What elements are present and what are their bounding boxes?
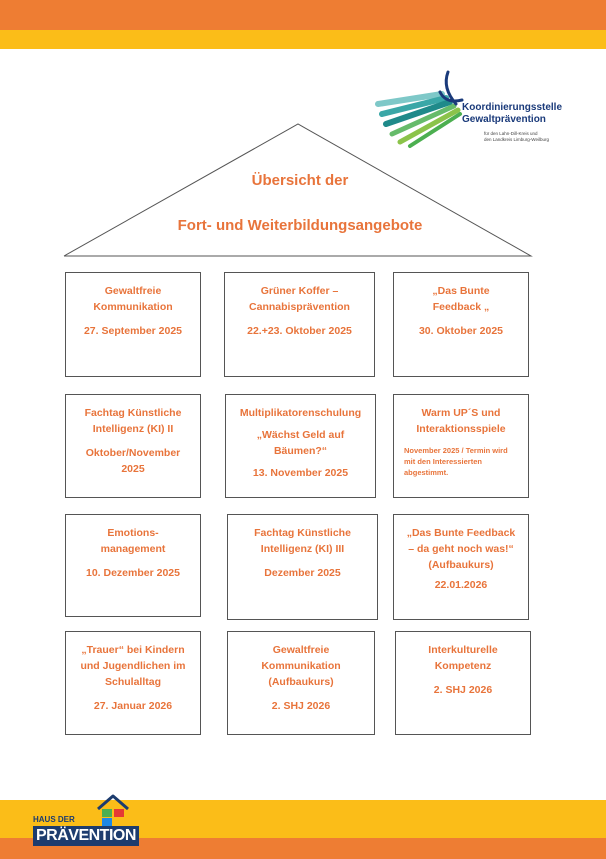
course-date: 22.01.2026 — [434, 579, 488, 591]
course-title: „Das Bunte Feedback – da geht noch was!“ (Aufbaukurs) — [406, 527, 516, 571]
course-box[interactable] — [227, 514, 378, 620]
course-box[interactable] — [65, 394, 201, 498]
course-date: 22.+23. Oktober 2025 — [247, 325, 352, 337]
course-title: Emotions-management — [100, 527, 166, 555]
logo-bottom-top-text: HAUS DER — [33, 815, 75, 824]
course-title: Fachtag Künstliche Intelligenz (KI) III — [254, 527, 351, 555]
haus-der-praevention-logo — [31, 793, 136, 851]
course-box[interactable] — [65, 514, 201, 617]
course-date: 30. Oktober 2025 — [418, 325, 504, 337]
logo-subtitle-line2: den Landkreis Limburg-Weilburg — [484, 137, 549, 142]
page-title-line2: Fort- und Weiterbildungsangebote — [177, 217, 423, 234]
course-box[interactable] — [225, 394, 376, 498]
course-box[interactable] — [65, 272, 201, 377]
course-box[interactable] — [393, 272, 529, 377]
course-title: Fachtag Künstliche Intelligenz (KI) II — [84, 407, 182, 435]
course-date: 10. Dezember 2025 — [86, 567, 180, 579]
course-box[interactable] — [227, 631, 375, 735]
course-box[interactable] — [65, 631, 201, 735]
course-date: 27. September 2025 — [83, 325, 183, 337]
course-date: 27. Januar 2026 — [93, 700, 173, 712]
course-box[interactable] — [393, 394, 529, 498]
course-date: 2. SHJ 2026 — [271, 700, 331, 712]
logo-bottom-main-text: PRÄVENTION — [33, 826, 139, 846]
course-title: Grüner Koffer – Cannabisprävention — [249, 285, 350, 313]
course-box[interactable] — [393, 514, 529, 620]
course-box[interactable] — [224, 272, 375, 377]
puzzle-house-icon — [95, 793, 131, 827]
course-date: Dezember 2025 — [264, 567, 341, 579]
course-title: Gewaltfreie Kommunikation (Aufbaukurs) — [261, 644, 341, 688]
logo-subtitle-line1: für den Lahn-Dill-Kreis und — [484, 131, 538, 136]
logo-title-line2: Gewaltprävention — [462, 114, 546, 125]
course-date: 2. SHJ 2026 — [433, 684, 493, 696]
course-note: November 2025 / Termin wird mit den Interessierten abgestimmt. — [404, 446, 508, 477]
course-title: Multiplikatorenschulung — [239, 407, 362, 419]
course-title: Warm UP´S und Interaktionsspiele — [416, 407, 506, 435]
course-title: Gewaltfreie Kommunikation — [93, 285, 173, 313]
course-title: „Das Bunte Feedback „ — [432, 285, 490, 313]
course-title: Interkulturelle Kompetenz — [428, 644, 498, 672]
course-date: Oktober/November 2025 — [85, 447, 181, 475]
logo-title-line1: Koordinierungsstelle — [462, 102, 563, 113]
course-subtitle: „Wächst Geld auf Bäumen?“ — [256, 429, 345, 457]
page-title-line1: Übersicht der — [251, 172, 349, 189]
course-title: „Trauer“ bei Kindern und Jugendlichen im Schulalltag — [80, 644, 186, 688]
course-date: 13. November 2025 — [252, 467, 349, 479]
course-box[interactable] — [395, 631, 531, 735]
